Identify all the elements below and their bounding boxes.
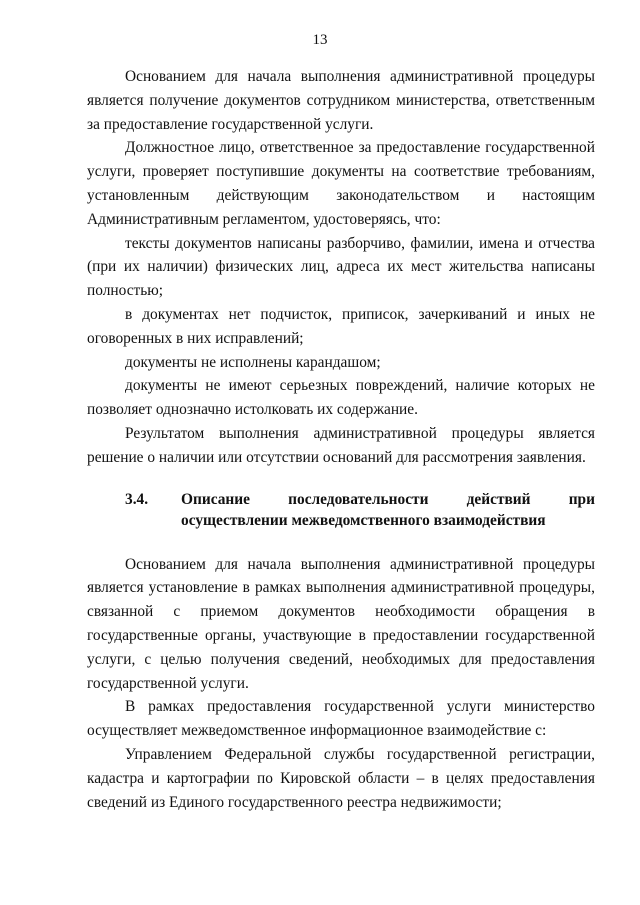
section-number: 3.4. xyxy=(125,490,149,508)
paragraph: Должностное лицо, ответственное за предоставление государственной услуги, проверяет поступившие документы на соответствие требованиям, установленным действующим законодательством и настоящим Административным регламентом, удостоверяясь, что: xyxy=(87,139,595,228)
page-number: 13 xyxy=(312,32,328,48)
paragraph: в документах нет подчисток, приписок, зачеркиваний и иных не оговоренных в них исправлений; xyxy=(87,305,595,347)
paragraph: Основанием для начала выполнения административной процедуры является получение документов сотрудником министерства, ответственным за предоставление государственной услуги. xyxy=(87,68,595,133)
paragraph: тексты документов написаны разборчиво, фамилии, имена и отчества (при их наличии) физических лиц, адреса их мест жительства написаны полностью; xyxy=(87,234,595,300)
section-title: Описание последовательности действий при осуществлении межведомственного взаимодействия xyxy=(181,490,595,529)
paragraph: Управлением Федеральной службы государственной регистрации, кадастра и картографии по Кировской области – в целях предоставления сведений из Единого государственного реестра недвижимости; xyxy=(87,745,595,811)
paragraph: документы не имеют серьезных повреждений, наличие которых не позволяет однозначно истолковать их содержание. xyxy=(87,377,595,419)
paragraph: Результатом выполнения административной процедуры является решение о наличии или отсутствии оснований для рассмотрения заявления. xyxy=(87,424,595,466)
section-heading xyxy=(87,489,595,531)
paragraph: В рамках предоставления государственной услуги министерство осуществляет межведомственное информационное взаимодействие с: xyxy=(87,698,595,740)
paragraph: документы не исполнены карандашом; xyxy=(125,353,381,371)
paragraph: Основанием для начала выполнения административной процедуры является установление в рамках выполнения административной процедуры, связанной с приемом документов необходимости обращения в государственные органы, участвующие в предоставлении государственной услуги, с целью получения сведений, необходимых для предоставления государственной услуги. xyxy=(87,555,595,692)
document-body xyxy=(87,65,595,814)
